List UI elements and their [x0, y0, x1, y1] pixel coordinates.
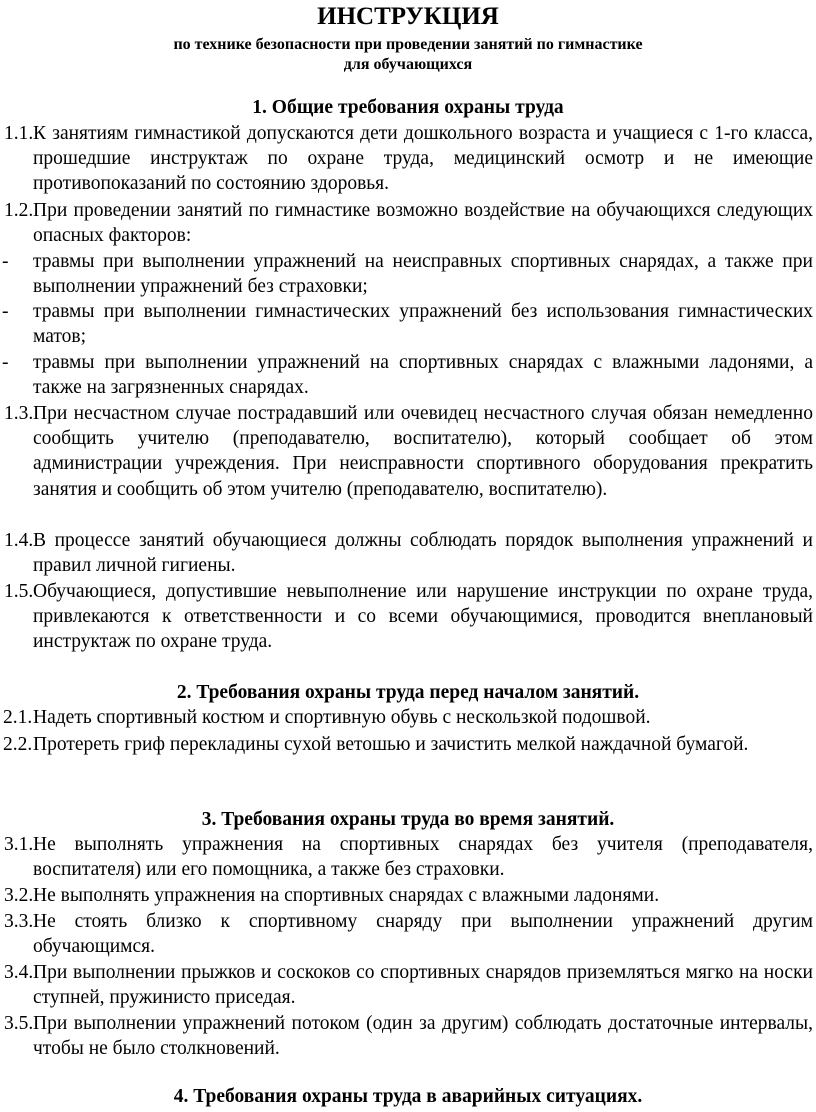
item-text: В процессе занятий обучающиеся должны соблюдать порядок выполнения упражнений и правил личной гигиены. — [33, 530, 813, 577]
document-subtitle-line1: по технике безопасности при проведении занятий по гимнастике — [173, 36, 643, 53]
list-item — [0, 198, 813, 248]
item-number: 1.5. — [4, 581, 34, 602]
item-text: Обучающиеся, допустившие невыполнение или нарушение инструкции по охране труда, привлекаются к ответственности и со всеми обучающимися, проводится внеплановый инструктаж по охране труда. — [33, 581, 813, 653]
item-number: 2.2. — [3, 734, 33, 755]
list-item — [0, 350, 813, 400]
item-text: Не выполнять упражнения на спортивных снарядах с влажными ладонями. — [33, 885, 660, 906]
item-number: 1.1. — [4, 123, 34, 144]
item-bullet: - — [2, 301, 9, 322]
section-heading-2: 2. Требования охраны труда перед началом занятий. — [176, 682, 640, 703]
item-text: Надеть спортивный костюм и спортивную обувь с нескользкой подошвой. — [33, 707, 651, 728]
item-number: 3.2. — [4, 885, 34, 906]
item-bullet: - — [2, 352, 9, 373]
list-item — [0, 299, 813, 349]
item-number: 1.3. — [4, 403, 34, 424]
list-item — [0, 883, 813, 908]
item-text: При выполнении прыжков и соскоков со спортивных снарядов приземляться мягко на носки ступней, пружинисто приседая. — [33, 962, 813, 1009]
list-item — [0, 705, 813, 730]
item-bullet: - — [2, 251, 9, 272]
list-item — [0, 732, 813, 757]
document-subtitle-line2: для обучающихся — [343, 56, 473, 73]
item-number: 1.2. — [4, 200, 34, 221]
item-text: При выполнении упражнений потоком (один за другим) соблюдать достаточные интервалы, чтобы не было столкновений. — [33, 1013, 813, 1060]
item-number: 3.4. — [4, 962, 34, 983]
item-text: травмы при выполнении упражнений на неисправных спортивных снарядах, а также при выполнении упражнений без страховки; — [33, 251, 813, 298]
item-text: Протереть гриф перекладины сухой ветошью и зачистить мелкой наждачной бумагой. — [33, 734, 749, 755]
list-item — [0, 401, 813, 502]
item-text: травмы при выполнении гимнастических упражнений без использования гимнастических матов; — [33, 301, 813, 348]
item-number: 2.1. — [3, 707, 33, 728]
item-number: 3.3. — [4, 911, 34, 932]
item-number: 3.1. — [4, 834, 34, 855]
list-item — [0, 528, 813, 578]
item-text: Не выполнять упражнения на спортивных снарядах без учителя (преподавателя, воспитателя) или его помощника, а также без страховки. — [33, 834, 813, 881]
section-heading-1: 1. Общие требования охраны труда — [252, 97, 564, 118]
section-heading-4: 4. Требования охраны труда в аварийных ситуациях. — [173, 1086, 643, 1107]
item-text: К занятиям гимнастикой допускаются дети дошкольного возраста и учащиеся с 1-го класса, прошедшие инструктаж по охране труда, медицинский осмотр и не имеющие противопоказаний по состоянию здоровья. — [33, 123, 813, 195]
item-number: 3.5. — [4, 1013, 34, 1034]
document-title: ИНСТРУКЦИЯ — [317, 3, 499, 30]
list-item — [0, 909, 813, 959]
list-item — [0, 960, 813, 1010]
item-text: При несчастном случае пострадавший или очевидец несчастного случая обязан немедленно сообщить учителю (преподавателю, воспитателю), который сообщает об этом администрации учреждения. При неисправности спортивного оборудования прекратить занятия и сообщить об этом учителю (преподавателю, воспитателю). — [33, 403, 813, 500]
list-item — [0, 832, 813, 882]
list-item — [0, 249, 813, 299]
list-item — [0, 579, 813, 655]
list-item — [0, 1011, 813, 1061]
item-text: Не стоять близко к спортивному снаряду при выполнении упражнений другим обучающимся. — [33, 911, 813, 958]
item-text: травмы при выполнении упражнений на спортивных снарядах с влажными ладонями, а также на загрязненных снарядах. — [33, 352, 813, 399]
item-number: 1.4. — [4, 530, 34, 551]
section-heading-3: 3. Требования охраны труда во время занятий. — [201, 809, 615, 830]
item-text: При проведении занятий по гимнастике возможно воздействие на обучающихся следующих опасных факторов: — [33, 200, 813, 247]
list-item — [0, 121, 813, 197]
